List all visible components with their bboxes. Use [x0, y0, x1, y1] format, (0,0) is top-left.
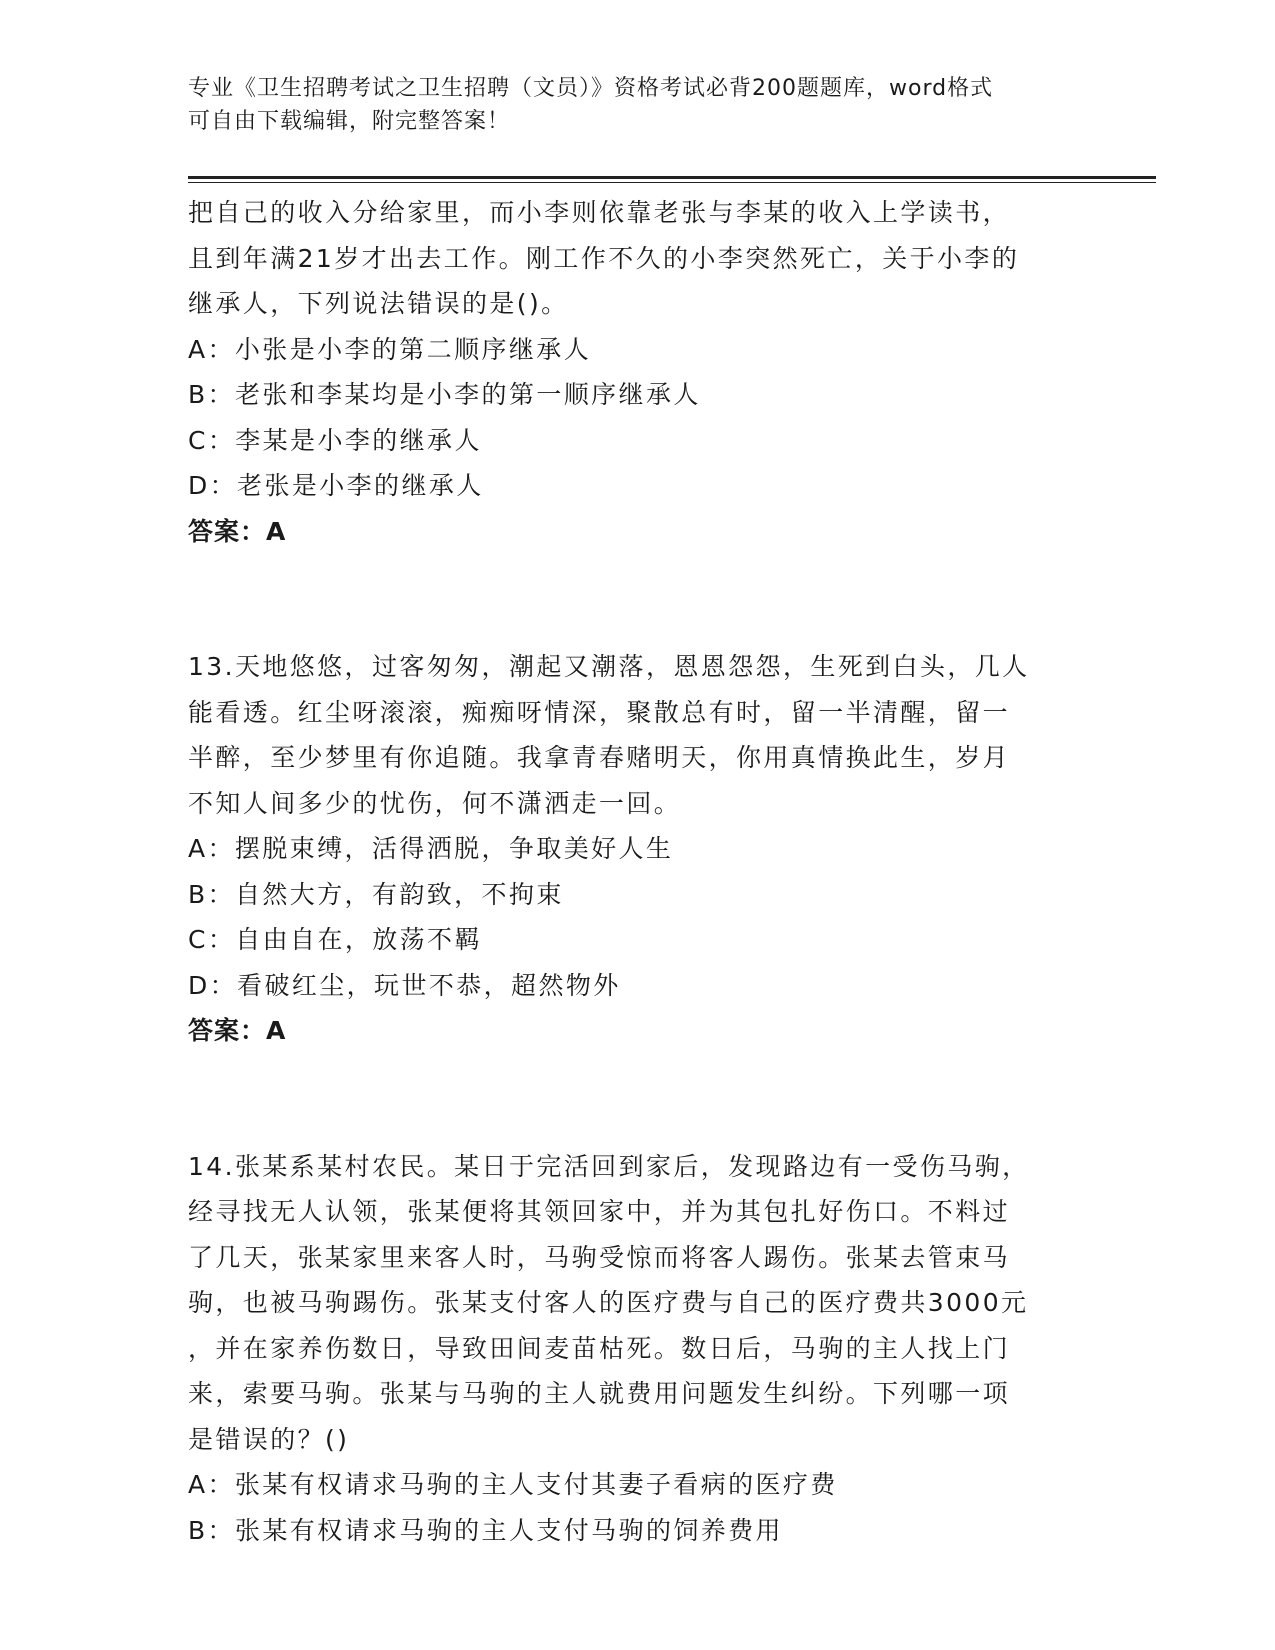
option-a: A：小张是小李的第二顺序继承人 — [188, 334, 592, 364]
question-text-line: 继承人，下列说法错误的是()。 — [188, 289, 569, 318]
header-divider-thin — [188, 182, 1156, 183]
option-c: C：李某是小李的继承人 — [188, 425, 482, 455]
header-divider-thick — [188, 176, 1156, 179]
document-header — [188, 72, 1088, 138]
question-text-line: 把自己的收入分给家里，而小李则依靠老张与李某的收入上学读书， — [188, 198, 1011, 227]
document-body — [188, 190, 1088, 1553]
option-a: A：张某有权请求马驹的主人支付其妻子看病的医疗费 — [188, 1470, 838, 1499]
question-text-line: 14.张某系某村农民。某日于完活回到家后，发现路边有一受伤马驹， — [188, 1151, 1030, 1181]
question-text-line: 13.天地悠悠，过客匆匆，潮起又潮落，恩恩怨怨，生死到白头，几人 — [188, 652, 1030, 681]
question-text-line: 不知人间多少的忧伤，何不潇洒走一回。 — [188, 788, 682, 818]
answer-label: 答案：A — [188, 516, 287, 546]
option-b: B：自然大方，有韵致，不拘束 — [188, 879, 564, 909]
question-text-line: 经寻找无人认领，张某便将其领回家中，并为其包扎好伤口。不料过 — [188, 1197, 1011, 1226]
question-text-line: 是错误的？() — [188, 1424, 350, 1454]
question-13 — [188, 644, 1088, 1054]
option-b: B：老张和李某均是小李的第一顺序继承人 — [188, 380, 701, 409]
question-text-line: 能看透。红尘呀滚滚，痴痴呀情深，聚散总有时，留一半清醒，留一 — [188, 697, 1011, 727]
option-d: D：看破红尘，玩世不恭，超然物外 — [188, 970, 621, 1000]
question-14 — [188, 1144, 1088, 1554]
header-title-line-1: 专业《卫生招聘考试之卫生招聘（文员）》资格考试必背200题题库，word格式 — [188, 76, 994, 101]
question-text-line: 来，索要马驹。张某与马驹的主人就费用问题发生纠纷。下列哪一项 — [188, 1379, 1011, 1408]
question-text-line: 半醉，至少梦里有你追随。我拿青春赌明天，你用真情换此生，岁月 — [188, 743, 1011, 772]
spacer — [188, 1054, 1088, 1144]
header-title-line-2: 可自由下载编辑，附完整答案！ — [188, 109, 511, 134]
question-12 — [188, 190, 1088, 554]
question-text-line: 了几天，张某家里来客人时，马驹受惊而将客人踢伤。张某去管束马 — [188, 1242, 1011, 1272]
option-c: C：自由自在，放荡不羁 — [188, 925, 482, 954]
question-text-line: ，并在家养伤数日，导致田间麦苗枯死。数日后，马驹的主人找上门 — [188, 1333, 1011, 1363]
question-text-line: 且到年满21岁才出去工作。刚工作不久的小李突然死亡，关于小李的 — [188, 243, 1020, 273]
spacer — [188, 554, 1088, 644]
answer-label: 答案：A — [188, 1016, 287, 1045]
question-text-line: 驹，也被马驹踢伤。张某支付客人的医疗费与自己的医疗费共3000元 — [188, 1288, 1029, 1317]
option-b: B：张某有权请求马驹的主人支付马驹的饲养费用 — [188, 1515, 783, 1545]
option-d: D：老张是小李的继承人 — [188, 471, 484, 500]
option-a: A：摆脱束缚，活得洒脱，争取美好人生 — [188, 834, 674, 863]
